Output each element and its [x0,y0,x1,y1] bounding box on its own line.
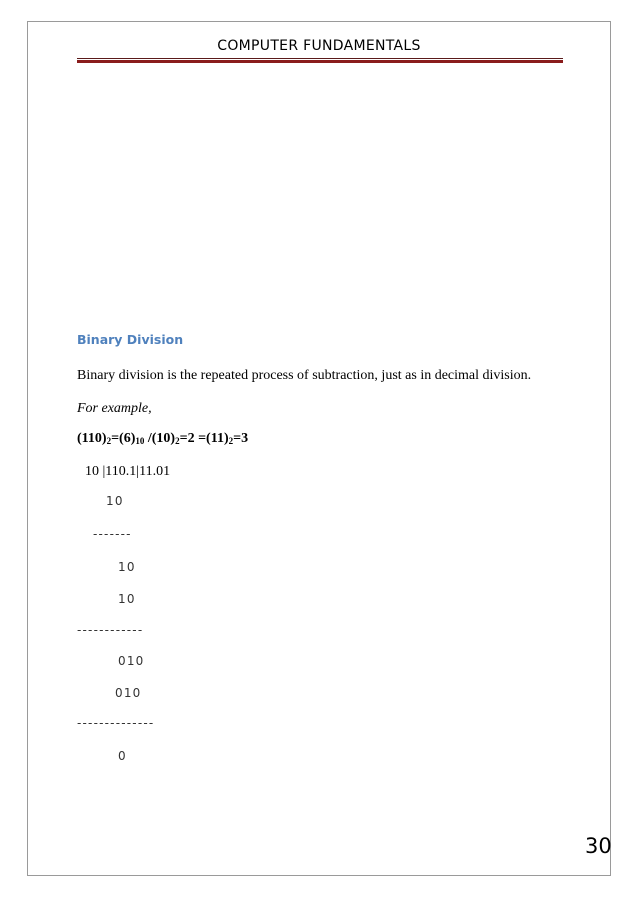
calc-line: 10 [118,592,136,606]
division-formula [77,431,248,447]
page-number: 30 [585,834,612,858]
calc-line: 10 [106,494,124,508]
formula-part-1: (110) [77,431,107,446]
calc-separator: -------------- [77,716,155,730]
example-label: For example, [77,401,152,416]
calc-separator: ------------ [77,623,144,637]
intro-paragraph: Binary division is the repeated process of subtraction, just as in decimal division. [77,368,532,383]
calc-result: 0 [118,749,127,763]
calc-separator: ------- [93,527,132,541]
formula-part-2: =(6) [111,431,136,446]
header-rule-thin [77,58,563,59]
formula-part-3: /(10) [144,431,176,446]
division-setup-line: 10 |110.1|11.01 [85,464,171,479]
calc-line: 10 [118,560,136,574]
formula-part-5: =3 [233,431,249,446]
page-border [27,21,611,876]
header-title: COMPUTER FUNDAMENTALS [217,38,421,54]
formula-part-4: =2 =(11) [179,431,229,446]
formula-sub-3: 2 [175,436,180,446]
header-rule-thick [77,60,563,63]
calc-line: 010 [118,654,145,668]
calc-line: 010 [115,686,142,700]
formula-sub-2: 10 [135,436,145,446]
formula-sub-1: 2 [106,436,112,446]
section-heading: Binary Division [77,332,184,347]
formula-sub-4: 2 [228,436,234,446]
